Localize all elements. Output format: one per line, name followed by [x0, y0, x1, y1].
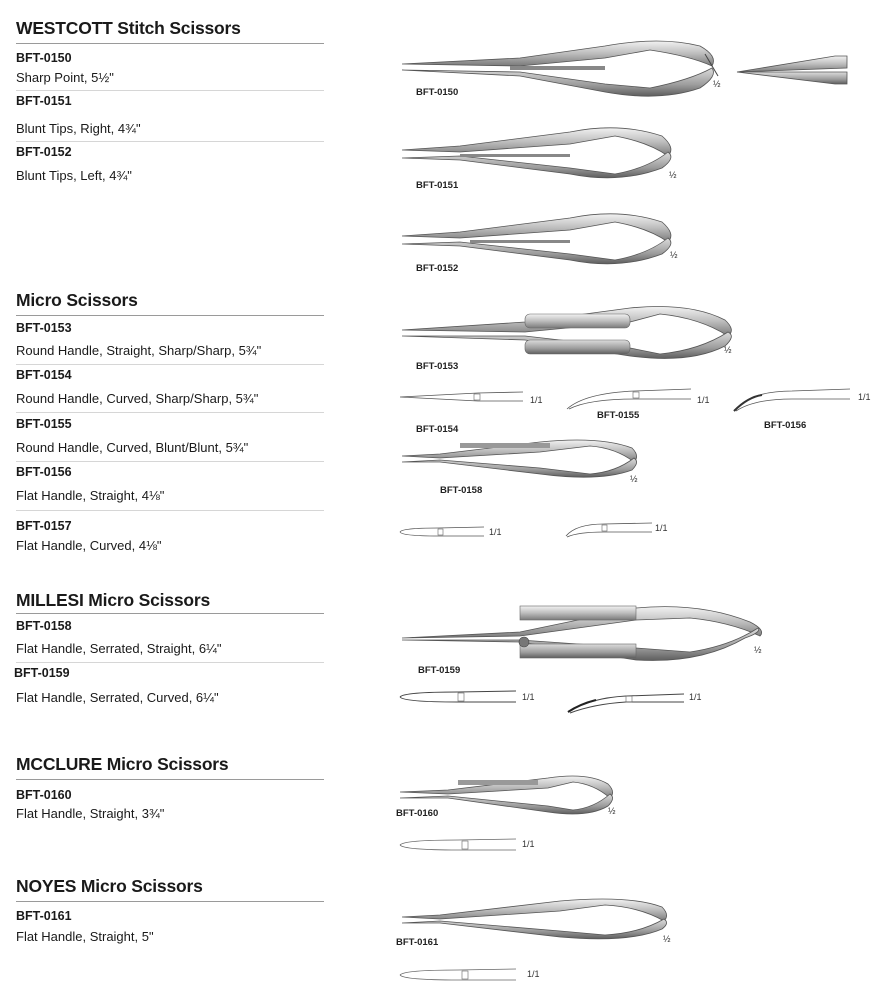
item-code: BFT-0161 [16, 909, 72, 923]
section-title-micro: Micro Scissors [16, 290, 138, 310]
figure-label: BFT-0152 [416, 263, 459, 274]
scale-label: ½ [663, 934, 671, 944]
section-title-mcclure: MCCLURE Micro Scissors [16, 754, 229, 774]
figure-label: BFT-0154 [416, 424, 459, 435]
scale-label: ½ [724, 345, 732, 355]
item-code: BFT-0159 [14, 666, 70, 680]
scale-label: ½ [670, 250, 678, 260]
figure-label: BFT-0161 [396, 937, 439, 948]
scale-label: 1/1 [527, 969, 540, 979]
item-code: BFT-0155 [16, 417, 72, 431]
scale-label: ½ [754, 645, 762, 655]
section-rule [16, 613, 324, 614]
row-divider [16, 510, 324, 511]
row-divider [16, 662, 324, 663]
section-title-westcott: WESTCOTT Stitch Scissors [16, 18, 241, 38]
scissors-bft-0151-image [400, 122, 682, 186]
row-divider [16, 141, 324, 142]
figure-label: BFT-0158 [440, 485, 483, 496]
item-desc: Round Handle, Curved, Sharp/Sharp, 5¾" [16, 391, 259, 406]
figure-label: BFT-0155 [597, 410, 640, 421]
item-desc: Flat Handle, Serrated, Straight, 6¼" [16, 641, 222, 656]
tip-detail-bft-0155-image [565, 385, 693, 411]
item-desc: Flat Handle, Straight, 4⅛" [16, 488, 165, 503]
scale-label: ½ [669, 170, 677, 180]
scissors-bft-0161-image [400, 895, 670, 945]
scale-label: 1/1 [489, 527, 502, 537]
tip-detail-bft-0154-image [398, 388, 526, 406]
scale-label: ½ [608, 806, 616, 816]
section-rule [16, 779, 324, 780]
item-code: BFT-0157 [16, 519, 72, 533]
section-rule [16, 43, 324, 44]
figure-label: BFT-0153 [416, 361, 459, 372]
scale-label: 1/1 [655, 523, 668, 533]
row-divider [16, 461, 324, 462]
row-divider [16, 364, 324, 365]
scale-label: 1/1 [697, 395, 710, 405]
figure-label: BFT-0159 [418, 665, 461, 676]
item-code: BFT-0160 [16, 788, 72, 802]
row-divider [16, 412, 324, 413]
scale-label: 1/1 [858, 392, 871, 402]
scale-label: 1/1 [522, 692, 535, 702]
item-desc: Flat Handle, Curved, 4⅛" [16, 538, 162, 553]
section-title-noyes: NOYES Micro Scissors [16, 876, 203, 896]
scale-label: 1/1 [689, 692, 702, 702]
item-code: BFT-0153 [16, 321, 72, 335]
scale-label: ½ [713, 79, 721, 89]
figure-label: BFT-0160 [396, 808, 439, 819]
item-desc: Blunt Tips, Right, 4¾" [16, 121, 141, 136]
tip-detail-straight-image [398, 524, 486, 540]
figure-label: BFT-0150 [416, 87, 459, 98]
item-desc: Sharp Point, 5½" [16, 70, 114, 85]
scale-label: 1/1 [530, 395, 543, 405]
item-code: BFT-0156 [16, 465, 72, 479]
item-desc: Flat Handle, Straight, 3¾" [16, 806, 165, 821]
scissors-tip-detail-image [735, 52, 850, 88]
tip-detail-straight-image [398, 836, 518, 854]
tip-detail-straight-image [398, 688, 518, 706]
item-desc: Flat Handle, Serrated, Curved, 6¼" [16, 690, 219, 705]
section-rule [16, 901, 324, 902]
section-title-millesi: MILLESI Micro Scissors [16, 590, 210, 610]
figure-label: BFT-0156 [764, 420, 807, 431]
tip-detail-curved-image [566, 688, 686, 716]
item-code: BFT-0158 [16, 619, 72, 633]
item-code: BFT-0151 [16, 94, 72, 108]
scissors-bft-0153-image [400, 300, 740, 366]
item-code: BFT-0150 [16, 51, 72, 65]
row-divider [16, 90, 324, 91]
scissors-bft-0158-image [400, 436, 642, 484]
item-desc: Round Handle, Straight, Sharp/Sharp, 5¾" [16, 343, 262, 358]
tip-detail-curved-image [564, 520, 654, 540]
scale-label: 1/1 [522, 839, 535, 849]
figure-label: BFT-0151 [416, 180, 459, 191]
tip-detail-straight-image [398, 966, 518, 984]
item-desc: Round Handle, Curved, Blunt/Blunt, 5¾" [16, 440, 249, 455]
scissors-bft-0159-image [400, 602, 768, 662]
item-code: BFT-0154 [16, 368, 72, 382]
section-rule [16, 315, 324, 316]
item-desc: Flat Handle, Straight, 5" [16, 929, 154, 944]
scale-label: ½ [630, 474, 638, 484]
tip-detail-bft-0156-image [732, 385, 854, 413]
item-desc: Blunt Tips, Left, 4¾" [16, 168, 132, 183]
item-code: BFT-0152 [16, 145, 72, 159]
